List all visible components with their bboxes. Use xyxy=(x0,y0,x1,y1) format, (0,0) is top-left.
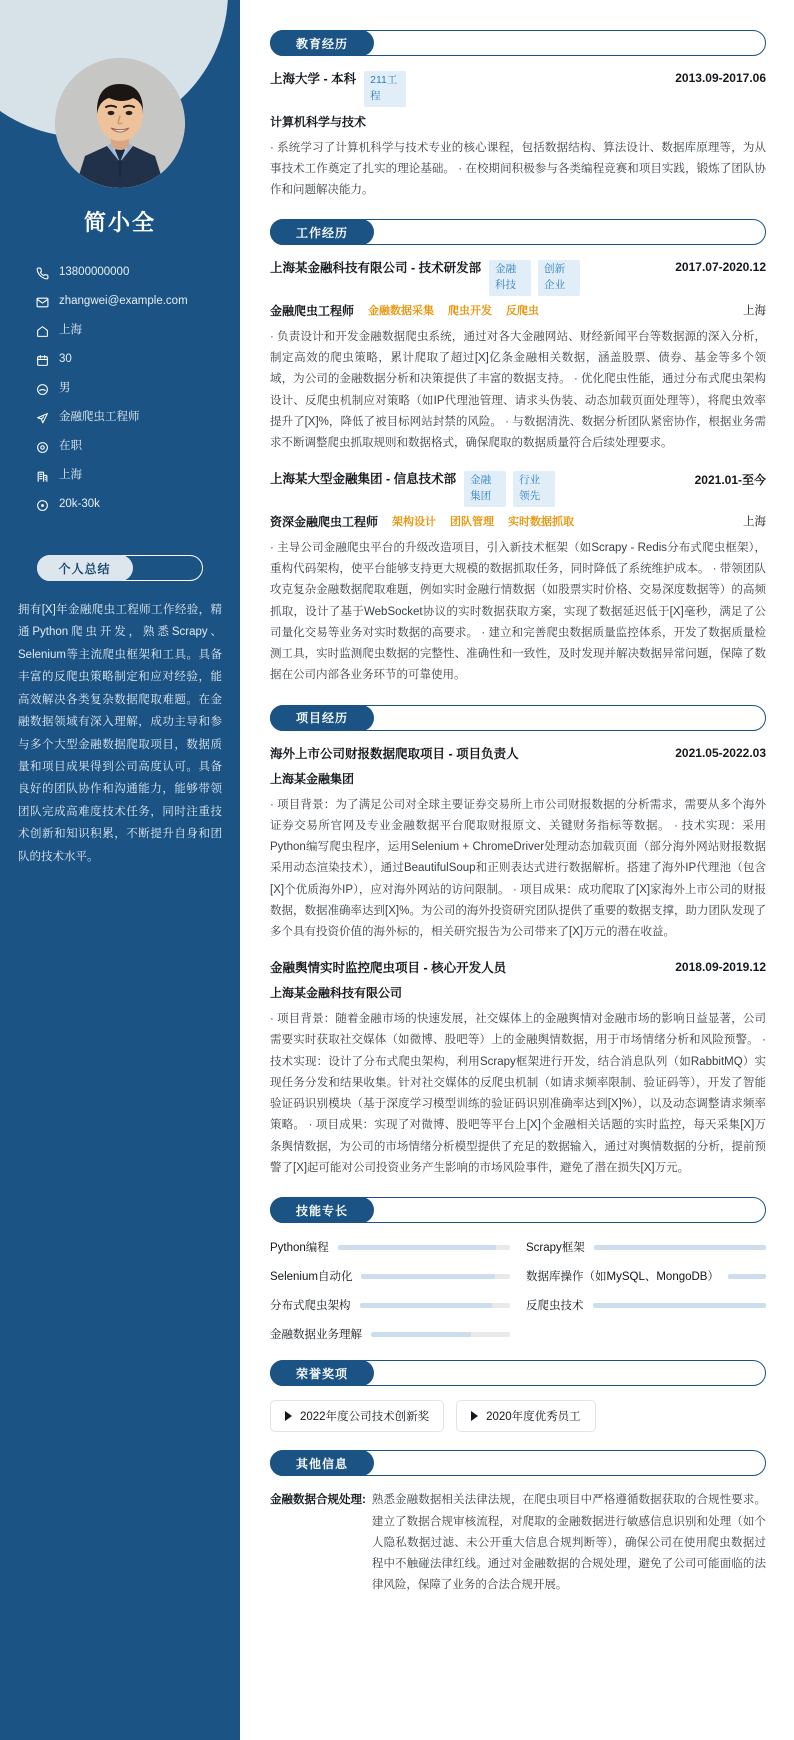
work-location: 上海 xyxy=(743,305,766,318)
avatar xyxy=(55,58,185,188)
org-tag: 211工程 xyxy=(364,71,406,107)
education-tags xyxy=(364,70,406,107)
org-tag: 行业领先 xyxy=(513,471,555,507)
project-section-header xyxy=(270,705,766,731)
project-entry xyxy=(270,959,766,1179)
contact-value: 13800000000 xyxy=(59,266,130,279)
job-title: 资深金融爬虫工程师 xyxy=(270,514,379,529)
company-name: 上海某大型金融集团 - 信息技术部 xyxy=(270,472,457,487)
calendar-icon xyxy=(34,352,50,368)
skill-progress-bar xyxy=(338,1245,510,1250)
education-date: 2013.09-2017.06 xyxy=(675,71,766,85)
work-date: 2017.07-2020.12 xyxy=(675,260,766,275)
main-content xyxy=(240,0,794,1740)
contact-value: 在职 xyxy=(59,440,82,453)
entry-subheader xyxy=(270,513,766,530)
contact-value: 上海 xyxy=(59,324,82,337)
project-date: 2018.09-2019.12 xyxy=(675,960,766,975)
contact-value: 20k-30k xyxy=(59,498,100,511)
project-description: · 项目背景：为了满足公司对全球主要证券交易所上市公司财报数据的分析需求，需要从多个海外证券交易所官网及专业金融数据平台爬取财报原文、关键财务指标等数据。 · 技术实现：采用Python编写爬虫程序，运用Selenium + ChromeDriver处理动态加载页面（部分海外网站财报数据采用动态渲染技术），通过BeautifulSoup和正则表达式进行数据解析。搭建了海外IP代理池（包含[X]个优质海外IP），应对海外网站的访问限制。 · 项目成果：成功爬取了[X]家海外上市公司的财报数据，数据准确率达到[X]%。为公司的海外投资研究团队提供了重要的数据支撑，助力团队发现了多个具有投资价值的海外标的，相关研究报告为公司带来了[X]万元的潜在收益。 xyxy=(270,798,766,939)
avatar-photo xyxy=(55,58,185,188)
job-skill-tags xyxy=(392,513,574,529)
skills-section-header xyxy=(270,1197,766,1223)
contact-value: 上海 xyxy=(59,469,82,482)
entry-header xyxy=(270,259,766,296)
org-tag: 金融集团 xyxy=(464,471,506,507)
contact-item-email xyxy=(34,294,240,310)
company-tags xyxy=(489,259,580,296)
section-education xyxy=(270,30,766,201)
contact-item-gender xyxy=(34,381,240,397)
award-label: 2020年度优秀员工 xyxy=(486,1411,581,1424)
project-org: 上海某金融集团 xyxy=(270,771,355,786)
play-triangle-icon xyxy=(285,1411,292,1421)
other-text: 熟悉金融数据相关法律法规，在爬虫项目中严格遵循数据获取的合规性要求。建立了数据合规审核流程，对爬取的金融数据进行敏感信息识别和处理（如个人隐私数据过滤、未公开重大信息合规判断等），确保公司在使用爬虫数据过程中不触碰法律红线。通过对金融数据的合规处理，避免了公司可能面临的法律风险，保障了业务的合法合规开展。 xyxy=(371,1494,766,1592)
work-description: · 主导公司金融爬虫平台的升级改造项目，引入新技术框架（如Scrapy - Redis分布式爬虫框架），重构代码架构，使平台能够支持更大规模的数据抓取任务，同时降低了系统维护成本。 · 带领团队攻克复杂金融数据爬取难题，例如实时金融行情数据（如股票实时价格、交易深度数据等）的高频抓取，设计了基于WebSocket协议的实时数据获取方案，实现了数据延迟低于[X]毫秒，满足了公司量化交易等业务对实时数据的高要求。 · 建立和完善爬虫数据质量监控体系，开发了数据质量检测工具，实时监测爬虫数据的完整性、准确性和一致性，及时发现并解决数据异常问题，保障了数据在公司内部各业务环节的可靠使用。 xyxy=(270,541,766,682)
contact-item-city xyxy=(34,468,240,484)
contact-item-age xyxy=(34,352,240,368)
awards-section-header xyxy=(270,1360,766,1386)
project-date: 2021.05-2022.03 xyxy=(675,745,766,760)
contact-value: zhangwei@example.com xyxy=(59,295,188,308)
entry-header xyxy=(270,745,766,764)
other-section-header xyxy=(270,1450,766,1476)
other-section-label: 其他信息 xyxy=(270,1450,374,1476)
skill-progress-bar xyxy=(361,1274,510,1279)
award-chip[interactable] xyxy=(456,1400,596,1432)
skill-progress-bar xyxy=(728,1274,766,1279)
skill-label: Selenium自动化 xyxy=(270,1271,353,1284)
skill-tag: 团队管理 xyxy=(450,516,495,529)
project-entry xyxy=(270,745,766,944)
skill-progress-fill xyxy=(338,1245,496,1250)
skill-tag: 反爬虫 xyxy=(506,305,540,318)
skill-progress-fill xyxy=(728,1274,766,1279)
project-org: 上海某金融科技有限公司 xyxy=(270,986,403,1001)
section-work xyxy=(270,219,766,686)
contact-list xyxy=(34,265,240,513)
awards-list xyxy=(270,1400,766,1432)
skill-label: 分布式爬虫架构 xyxy=(270,1300,351,1313)
education-section-header xyxy=(270,30,766,56)
skill-row xyxy=(270,1326,510,1342)
skill-label: Scrapy框架 xyxy=(526,1242,585,1255)
project-description: · 项目背景：随着金融市场的快速发展，社交媒体上的金融舆情对金融市场的影响日益显著，公司需要实时获取社交媒体（如微博、股吧等）上的金融舆情数据，用于市场情绪分析和风险预警。 · 技术实现：设计了分布式爬虫架构，利用Scrapy框架进行开发，结合消息队列（如RabbitMQ）实现任务分发和结果收集。针对社交媒体的反爬虫机制（如请求频率限制、验证码等），开发了智能验证码识别模块（基于深度学习模型训练的验证码识别准确率达到[X]%），以及动态调整请求频率策略。 · 项目成果：实现了对微博、股吧等平台上[X]个金融相关话题的实时监控，每天采集[X]万条舆情数据，为公司的市场情绪分析模型提供了充足的数据输入，通过对舆情数据的分析，提前预警了[X]起可能对公司投资业务产生影响的市场风险事件，避免了潜在损失[X]万元。 xyxy=(270,1013,766,1174)
skill-row xyxy=(526,1239,766,1255)
skill-progress-fill xyxy=(594,1245,766,1250)
org-tag: 创新企业 xyxy=(538,260,580,296)
skill-tag: 实时数据抓取 xyxy=(508,516,575,529)
skill-progress-bar xyxy=(594,1245,766,1250)
contact-value: 30 xyxy=(59,353,72,366)
section-other xyxy=(270,1450,766,1596)
summary-text: 拥有[X]年金融爬虫工程师工作经验，精通Python爬虫开发，熟悉Scrapy、Selenium等主流爬虫框架和工具。具备丰富的反爬虫策略制定和应对经验，能高效解决各类复杂数据爬取难题。在金融数据领域有深入理解，成功主导和参与多个大型金融数据爬取项目，数据质量和项目成果得到公司高度认可。具备良好的团队协作和沟通能力，能够带领团队完成高难度技术任务，同时注重技术创新和知识积累，不断提升自身和团队的技术水平。 xyxy=(18,604,222,863)
org-tag: 金融科技 xyxy=(489,260,531,296)
skills-section-label: 技能专长 xyxy=(270,1197,374,1223)
summary-section-header xyxy=(37,555,203,581)
contact-item-salary xyxy=(34,497,240,513)
section-skills xyxy=(270,1197,766,1342)
person-name: 简小全 xyxy=(83,210,156,235)
project-name: 海外上市公司财报数据爬取项目 - 项目负责人 xyxy=(270,746,519,761)
entry-header xyxy=(270,959,766,978)
contact-value: 金融爬虫工程师 xyxy=(59,411,140,424)
skill-row xyxy=(270,1239,510,1255)
skills-grid xyxy=(270,1237,766,1342)
work-description: · 负责设计和开发金融数据爬虫系统，通过对各大金融网站、财经新闻平台等数据源的深入分析，制定高效的爬虫策略，累计爬取了超过[X]亿条金融相关数据，涵盖股票、债券、基金等多个领域，为公司的金融数据分析和决策提供了丰富的数据支持。 · 优化爬虫性能，通过分布式爬虫架构设计、反爬虫机制应对策略（如IP代理池管理、请求头伪装、动态加载页面处理等），将爬虫效率提升了[X]%，降低了被目标网站封禁的风险。 · 与数据清洗、数据分析团队紧密协作，根据业务需求不断调整爬虫抓取规则和数据格式，确保爬取的数据质量符合后续处理要求。 xyxy=(270,330,766,450)
job-title: 金融爬虫工程师 xyxy=(270,303,355,318)
contact-value: 男 xyxy=(59,382,71,395)
skill-label: Python编程 xyxy=(270,1242,329,1255)
skill-row xyxy=(270,1297,510,1313)
skill-progress-bar xyxy=(371,1332,510,1337)
project-name: 金融舆情实时监控爬虫项目 - 核心开发人员 xyxy=(270,961,507,976)
skill-label: 金融数据业务理解 xyxy=(270,1329,362,1342)
salary-icon xyxy=(34,497,50,513)
rocket-icon xyxy=(34,410,50,426)
contact-item-status xyxy=(34,439,240,455)
skill-progress-fill xyxy=(593,1303,767,1308)
status-icon xyxy=(34,439,50,455)
skill-progress-bar xyxy=(360,1303,511,1308)
gender-icon xyxy=(34,381,50,397)
contact-item-position xyxy=(34,410,240,426)
skill-label: 数据库操作（如MySQL、MongoDB） xyxy=(526,1271,719,1284)
skill-tag: 架构设计 xyxy=(392,516,437,529)
other-item xyxy=(270,1490,766,1596)
play-triangle-icon xyxy=(471,1411,478,1421)
school-name: 上海大学 - 本科 xyxy=(270,72,357,86)
award-chip[interactable] xyxy=(270,1400,444,1432)
education-description: · 系统学习了计算机科学与技术专业的核心课程，包括数据结构、算法设计、数据库原理等，为从事技术工作奠定了扎实的理论基础。 · 在校期间积极参与各类编程竞赛和项目实践，锻炼了团队协作和问题解决能力。 xyxy=(270,141,766,197)
work-date: 2021.01-至今 xyxy=(694,473,766,488)
mail-icon xyxy=(34,294,50,310)
sidebar xyxy=(0,0,240,1740)
work-section-label: 工作经历 xyxy=(270,219,374,245)
work-entry xyxy=(270,259,766,454)
award-label: 2022年度公司技术创新奖 xyxy=(300,1411,430,1424)
building-icon xyxy=(34,468,50,484)
skill-progress-fill xyxy=(361,1274,495,1279)
education-entry xyxy=(270,70,766,201)
skill-progress-fill xyxy=(360,1303,492,1308)
other-label: 金融数据合规处理: xyxy=(270,1494,366,1507)
section-project xyxy=(270,705,766,1179)
phone-icon xyxy=(34,265,50,281)
section-awards xyxy=(270,1360,766,1432)
contact-item-home xyxy=(34,323,240,339)
skill-row xyxy=(526,1268,766,1284)
awards-section-label: 荣誉奖项 xyxy=(270,1360,374,1386)
skill-tag: 爬虫开发 xyxy=(448,305,493,318)
work-location: 上海 xyxy=(743,516,766,529)
entry-header xyxy=(270,470,766,507)
education-section-label: 教育经历 xyxy=(270,30,374,56)
skill-row xyxy=(270,1268,510,1284)
skill-row xyxy=(526,1297,766,1313)
skill-progress-bar xyxy=(593,1303,767,1308)
entry-header xyxy=(270,70,766,107)
skill-label: 反爬虫技术 xyxy=(526,1300,584,1313)
company-tags xyxy=(464,470,555,507)
job-skill-tags xyxy=(368,302,539,318)
home-icon xyxy=(34,323,50,339)
contact-item-phone xyxy=(34,265,240,281)
skill-progress-fill xyxy=(371,1332,471,1337)
entry-subheader xyxy=(270,302,766,319)
education-major: 计算机科学与技术 xyxy=(270,114,367,129)
skill-tag: 金融数据采集 xyxy=(368,305,435,318)
project-section-label: 项目经历 xyxy=(270,705,374,731)
summary-section-label: 个人总结 xyxy=(37,555,133,581)
work-section-header xyxy=(270,219,766,245)
work-entry xyxy=(270,470,766,686)
company-name: 上海某金融科技有限公司 - 技术研发部 xyxy=(270,261,482,276)
